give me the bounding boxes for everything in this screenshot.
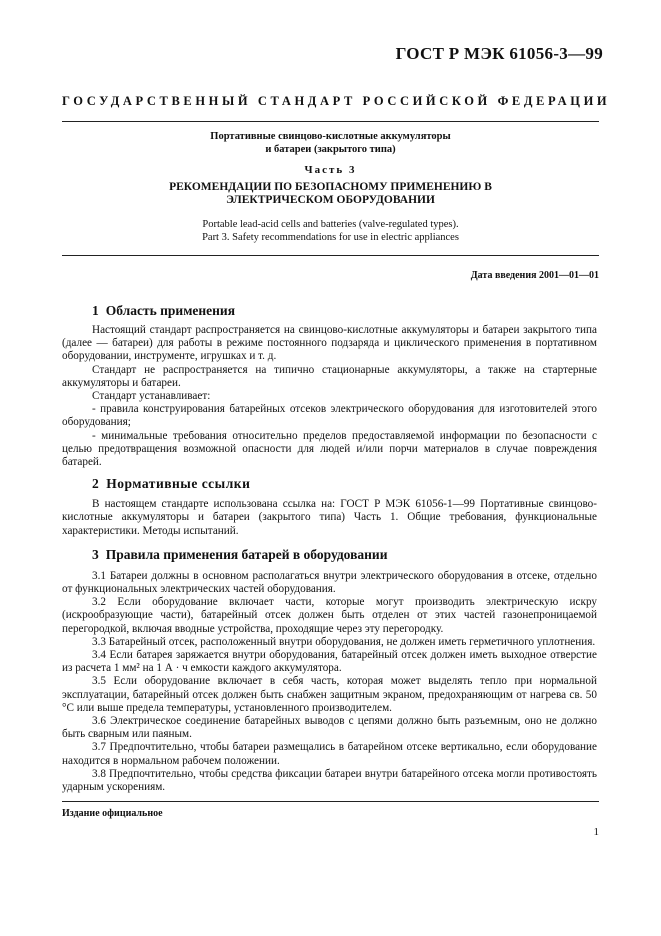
paragraph: Стандарт устанавливает: (92, 390, 211, 403)
section-number: 2 (92, 476, 100, 492)
clause-3-3: 3.3 Батарейный отсек, расположенный внутри оборудования, не должен иметь герметичного уплотнения. (92, 635, 596, 648)
divider-top (62, 121, 599, 122)
section-number: 3 (92, 546, 99, 562)
clause-3-6: 3.6 Электрическое соединение батарейных выводов с цепями должно быть разъемным, оно не должно быть сварным или паяным. (62, 715, 597, 741)
clause-3-1: 3.1 Батареи должны в основном располагаться внутри электрического оборудования в отсеке, отдельно от функциональных электрических частей оборудования. (62, 569, 597, 596)
section-heading-scope (92, 302, 597, 319)
section-body-rules (62, 570, 597, 794)
english-title-line-1: Portable lead-acid cells and batteries (valve-regulated types). (202, 219, 459, 230)
section-heading-rules (92, 546, 597, 563)
standard-subject (62, 130, 599, 156)
section-body-scope (62, 324, 597, 469)
section-number: 1 (92, 303, 99, 318)
page-number: 1 (593, 826, 599, 838)
section-title: Нормативные ссылки (106, 476, 251, 492)
section-body-references (62, 498, 597, 538)
clause-3-7: 3.7 Предпочтительно, чтобы батареи размещались в батарейном отсеке вертикально, если оборудование находится в нормальном рабочем положении. (62, 741, 597, 767)
paragraph: В настоящем стандарте использована ссылка на: ГОСТ Р МЭК 61056-1—99 Портативные свинцово-кислотные аккумуляторы и батареи (закрытого типа) Часть 1. Общие требования, функциональные характеристики. Методы испытаний. (62, 498, 597, 537)
section-title: Правила применения батарей в оборудовании (105, 546, 388, 562)
clause-3-2: 3.2 Если оборудование включает части, которые могут производить электрическую искру (искрообразующие части), батарейный отсек должен быть отделен от этих частей газонепроницаемой перегородкой, включая вводные устройства, проходящие через эту перегородку. (62, 596, 597, 635)
clause-3-4: 3.4 Если батарея заряжается внутри оборудования, батарейный отсек должен иметь выходное отверстие из расчета 1 мм² на 1 А · ч емкости каждого аккумулятора. (62, 649, 597, 675)
subject-line-1: Портативные свинцово-кислотные аккумуляторы (210, 131, 451, 142)
paragraph: - правила конструирования батарейных отсеков электрического оборудования для изготовителей этого оборудования; (62, 403, 597, 429)
clause-3-8: 3.8 Предпочтительно, чтобы средства фиксации батареи внутри батарейного отсека могли противостоять ударным ускорениям. (62, 767, 597, 794)
part-label: Часть 3 (304, 164, 357, 176)
paragraph: Стандарт не распространяется на типично стационарные аккумуляторы, а также на стартерные аккумуляторы и батареи. (62, 363, 597, 389)
document-body (62, 302, 597, 794)
clause-3-5: 3.5 Если оборудование включает в себя часть, которая может выделять тепло при нормальной эксплуатации, батарейный отсек должен быть снабжен защитным экраном, предохраняющим от нагрева св. 50 °С или выше предела температуры, установленного производителем. (62, 675, 597, 714)
section-title: Область применения (105, 303, 236, 318)
document-code: ГОСТ Р МЭК 61056-3—99 (395, 44, 603, 63)
subject-line-2: и батареи (закрытого типа) (265, 144, 396, 155)
main-title (62, 181, 599, 207)
divider-title (62, 255, 599, 256)
official-edition-label: Издание официальное (62, 808, 163, 819)
paragraph: Настоящий стандарт распространяется на свинцово-кислотные аккумуляторы и батареи закрытого типа (далее — батареи) для работы в режиме постоянного подзаряда и циклического применения в портативном оборудовании, инструменте, игрушках и т. д. (62, 324, 597, 363)
english-title (62, 219, 599, 244)
section-heading-references (92, 475, 597, 492)
english-title-line-2: Part 3. Safety recommendations for use in electric appliances (202, 231, 459, 243)
main-title-line-2: ЭЛЕКТРИЧЕСКОМ ОБОРУДОВАНИИ (226, 194, 435, 206)
main-title-line-1: РЕКОМЕНДАЦИИ ПО БЕЗОПАСНОМУ ПРИМЕНЕНИЮ В (169, 181, 492, 193)
state-standard-title: ГОСУДАРСТВЕННЫЙ СТАНДАРТ РОССИЙСКОЙ ФЕДЕРАЦИИ (62, 94, 611, 108)
introduction-date: Дата введения 2001—01—01 (470, 270, 599, 281)
paragraph: - минимальные требования относительно пределов предоставляемой информации по безопасности с целью предотвращения возможной опасности для людей и/или порчи материалов в случае повреждения батарей. (62, 429, 597, 469)
divider-footer (62, 801, 599, 802)
